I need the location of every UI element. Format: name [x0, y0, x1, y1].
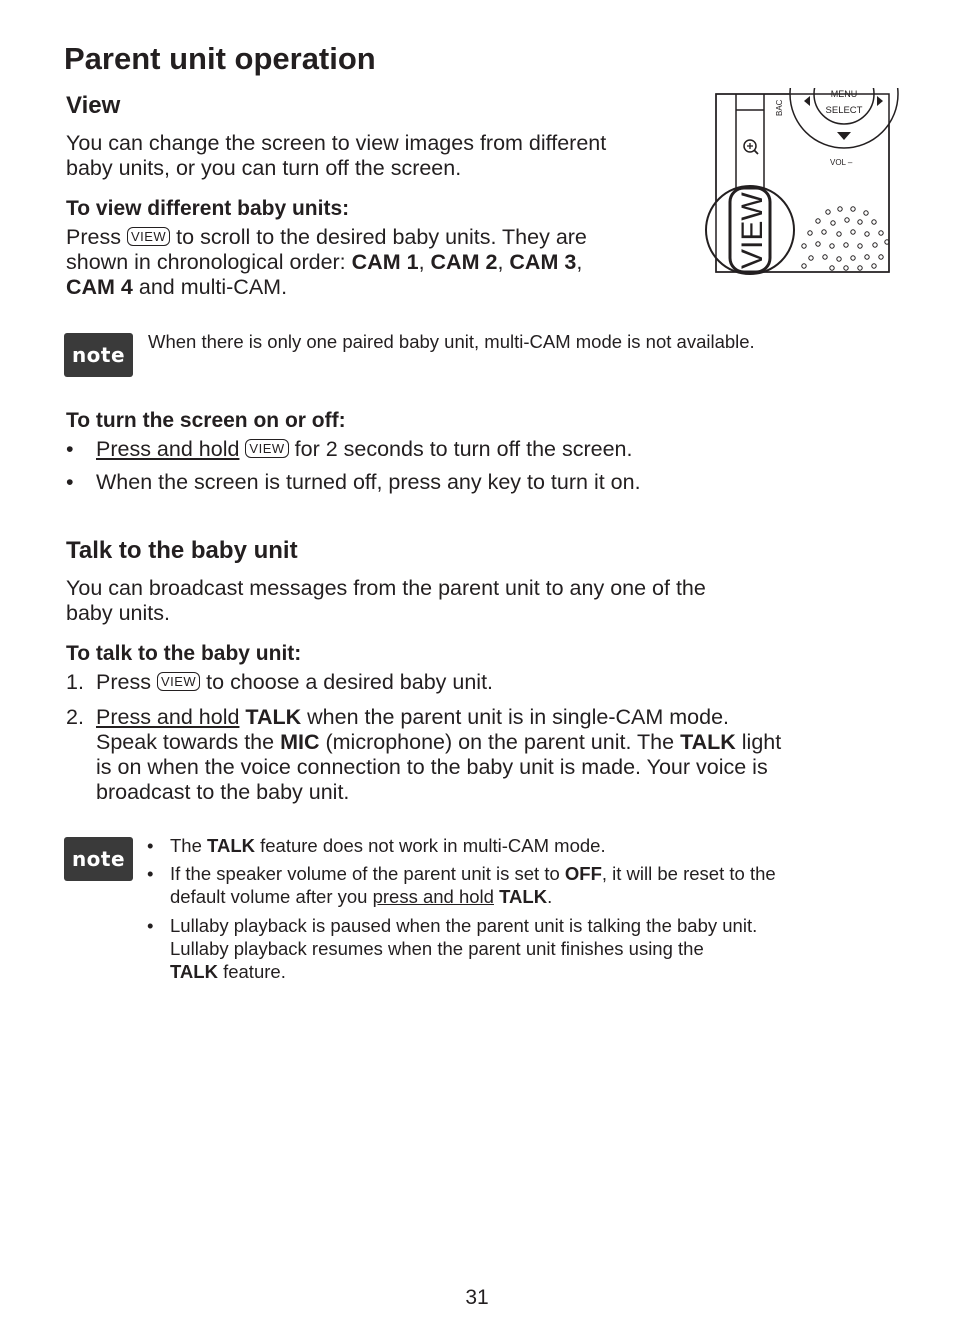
note3-text-a: Lullaby playback is paused when the parent unit is talking the baby unit.: [170, 915, 758, 936]
scroll-text: to scroll to the desired baby units. They are: [176, 225, 587, 249]
step1-rest: to choose a desired baby unit.: [206, 670, 494, 694]
press-and-hold-text: press and hold: [372, 886, 494, 907]
talk-step-2: [66, 705, 729, 730]
step2-text-b: Speak towards the: [96, 730, 275, 754]
cam3-label: CAM 3: [509, 250, 577, 274]
view-order-line2: [66, 275, 287, 300]
step2-text-d: light: [741, 730, 782, 754]
cam1-label: CAM 1: [351, 250, 419, 274]
step2-text-c: (microphone) on the parent unit. The: [325, 730, 675, 754]
talk-note-2-line2: [170, 885, 552, 908]
talk-key-label: TALK: [207, 835, 255, 856]
page-number: 31: [465, 1286, 489, 1309]
screen-bullet-2: [66, 470, 641, 495]
device-menu-label: MENU: [830, 89, 858, 99]
device-vol-label: VOL –: [830, 158, 853, 167]
bullet-icon: •: [66, 470, 74, 494]
device-back-label: BAC: [775, 99, 784, 116]
comma: ,: [497, 250, 504, 274]
view-intro-line1: You can change the screen to view images from different: [66, 131, 607, 155]
view-key-icon: VIEW: [127, 227, 170, 246]
talk-note-1: [147, 834, 606, 857]
mic-label: MIC: [280, 730, 320, 754]
note-badge: note: [64, 333, 133, 377]
view-key-icon: VIEW: [157, 672, 200, 691]
press-text: Press: [96, 670, 151, 694]
note1-text-b: feature does not work in multi-CAM mode.: [260, 835, 606, 856]
bullet2-text: When the screen is turned off, press any key to turn it on.: [96, 470, 641, 494]
talk-key-label: TALK: [499, 886, 548, 907]
talk-intro-line1: You can broadcast messages from the parent unit to any one of the: [66, 576, 706, 600]
talk-step-1: [66, 670, 494, 695]
talk-note-3: [147, 914, 758, 937]
note2-text-c: default volume after you: [170, 886, 368, 907]
cam4-label: CAM 4: [66, 275, 133, 299]
talk-intro-line2: baby units.: [66, 601, 170, 625]
view-intro-line2: baby units, or you can turn off the screen.: [66, 156, 462, 180]
comma: ,: [418, 250, 425, 274]
note3-text-c: feature.: [223, 961, 286, 982]
bullet1-rest: for 2 seconds to turn off the screen.: [294, 437, 633, 461]
press-and-hold-text: Press and hold: [96, 705, 240, 729]
press-and-hold-text: Press and hold: [96, 437, 240, 461]
talk-step-2-line2: [96, 730, 781, 755]
cam2-label: CAM 2: [430, 250, 498, 274]
talk-step-2-line3: is on when the voice connection to the baby unit is made. Your voice is: [96, 755, 768, 779]
talk-heading: Talk to the baby unit: [66, 537, 298, 564]
step-number: 2.: [66, 705, 84, 729]
view-order-line: [66, 250, 582, 275]
screen-bullet-1: [66, 437, 633, 462]
note2-text-b: , it will be reset to the: [601, 863, 776, 884]
note2-text-a: If the speaker volume of the parent unit is set to: [170, 863, 560, 884]
bullet-icon: •: [147, 863, 154, 884]
talk-key-label: TALK: [680, 730, 736, 754]
press-text: Press: [66, 225, 121, 249]
note-badge: note: [64, 837, 133, 881]
parent-unit-illustration: [700, 88, 900, 288]
off-label: OFF: [564, 863, 602, 884]
step-number: 1.: [66, 670, 84, 694]
talk-note-3-line3: [170, 960, 286, 983]
view-units-subheading: To view different baby units:: [66, 197, 350, 220]
bullet-icon: •: [147, 915, 154, 936]
view-heading: View: [66, 92, 121, 119]
talk-step-2-line4: broadcast to the baby unit.: [96, 780, 350, 804]
device-select-label: SELECT: [825, 105, 863, 116]
comma: ,: [576, 250, 583, 274]
screen-subheading: To turn the screen on or off:: [66, 409, 346, 432]
note1-text-a: The: [170, 835, 202, 856]
period: .: [547, 886, 553, 907]
talk-note-3-line2: Lullaby playback resumes when the parent unit finishes using the: [170, 938, 704, 959]
multicam-text: and multi-CAM.: [138, 275, 288, 299]
view-press-line: [66, 225, 587, 250]
device-view-key-label: VIEW: [736, 192, 769, 269]
order-text: shown in chronological order:: [66, 250, 346, 274]
page-title: Parent unit operation: [64, 41, 376, 76]
talk-subheading: To talk to the baby unit:: [66, 642, 302, 665]
bullet-icon: •: [147, 835, 154, 856]
talk-key-label: TALK: [245, 705, 302, 729]
view-key-icon: VIEW: [245, 439, 288, 458]
bullet-icon: •: [66, 437, 74, 461]
talk-note-2: [147, 862, 776, 885]
view-note-text: When there is only one paired baby unit, multi-CAM mode is not available.: [148, 331, 755, 352]
step2-text-a: when the parent unit is in single-CAM mode.: [307, 705, 729, 729]
talk-key-label: TALK: [170, 961, 218, 982]
